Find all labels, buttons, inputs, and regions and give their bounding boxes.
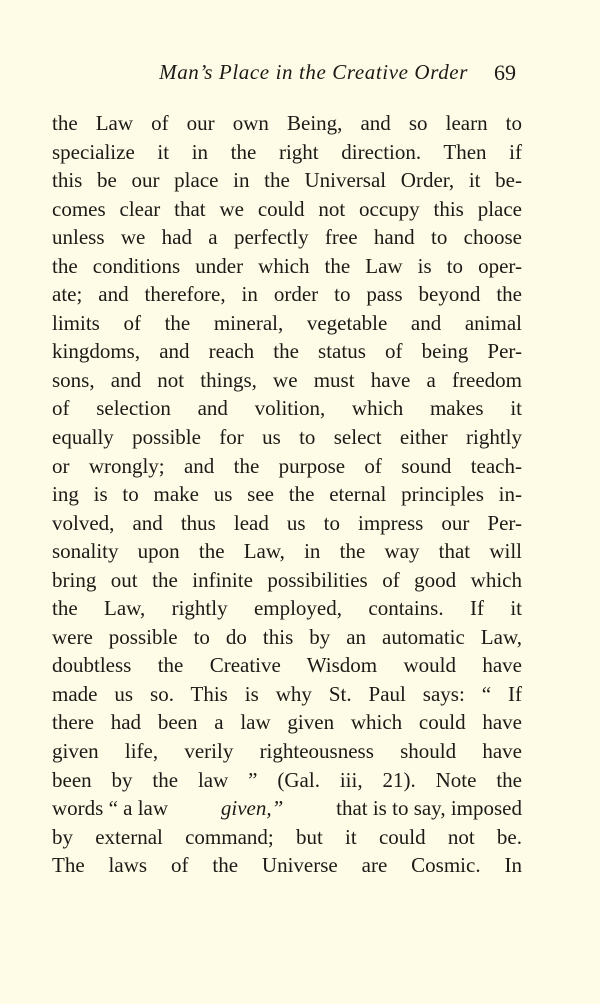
text-line: by external command; but it could not be. <box>52 824 522 849</box>
body-text <box>52 109 522 880</box>
running-title: Man’s Place in the Creative Order <box>159 60 468 84</box>
text-line: or wrongly; and the purpose of sound teach- <box>52 453 522 478</box>
text-line: The laws of the Universe are Cosmic. In <box>52 853 522 878</box>
text-line: kingdoms, and reach the status of being Per- <box>52 339 522 364</box>
text-line: been by the law ” (Gal. iii, 21). Note the <box>52 767 522 792</box>
text-line: of selection and volition, which makes it <box>52 396 522 421</box>
text-line: the Law of our own Being, and so learn to <box>52 111 522 135</box>
text-line: equally possible for us to select either rightly <box>52 425 522 450</box>
text-line: doubtless the Creative Wisdom would have <box>52 653 522 678</box>
text-line: this be our place in the Universal Order, it be- <box>52 168 522 193</box>
text-line: comes clear that we could not occupy this place <box>52 196 522 221</box>
text-line: there had been a law given which could have <box>52 710 522 735</box>
text-segment: words “ a law <box>52 796 169 821</box>
text-line: the conditions under which the Law is to oper- <box>52 253 522 278</box>
text-line: ing is to make us see the eternal principles in- <box>52 482 522 507</box>
text-segment: that is to say, imposed <box>336 796 522 821</box>
text-line: were possible to do this by an automatic Law, <box>52 624 522 649</box>
text-line: made us so. This is why St. Paul says: “ If <box>52 681 522 706</box>
text-line: ate; and therefore, in order to pass beyond the <box>52 282 522 307</box>
text-line: the Law, rightly employed, contains. If it <box>52 596 522 621</box>
page-header <box>52 60 516 90</box>
text-line: given life, verily righteousness should have <box>52 739 522 764</box>
page-number: 69 <box>494 60 516 85</box>
text-line-with-italic <box>52 794 522 823</box>
italic-emphasis: given,” <box>220 796 284 821</box>
text-line: bring out the infinite possibilities of good which <box>52 567 522 592</box>
text-line: sonality upon the Law, in the way that will <box>52 539 522 564</box>
text-line: sons, and not things, we must have a freedom <box>52 367 522 392</box>
text-line: limits of the mineral, vegetable and animal <box>52 310 522 335</box>
text-line: unless we had a perfectly free hand to choose <box>52 225 522 250</box>
text-line: volved, and thus lead us to impress our Per- <box>52 510 522 535</box>
text-line: specialize it in the right direction. Then if <box>52 139 522 164</box>
